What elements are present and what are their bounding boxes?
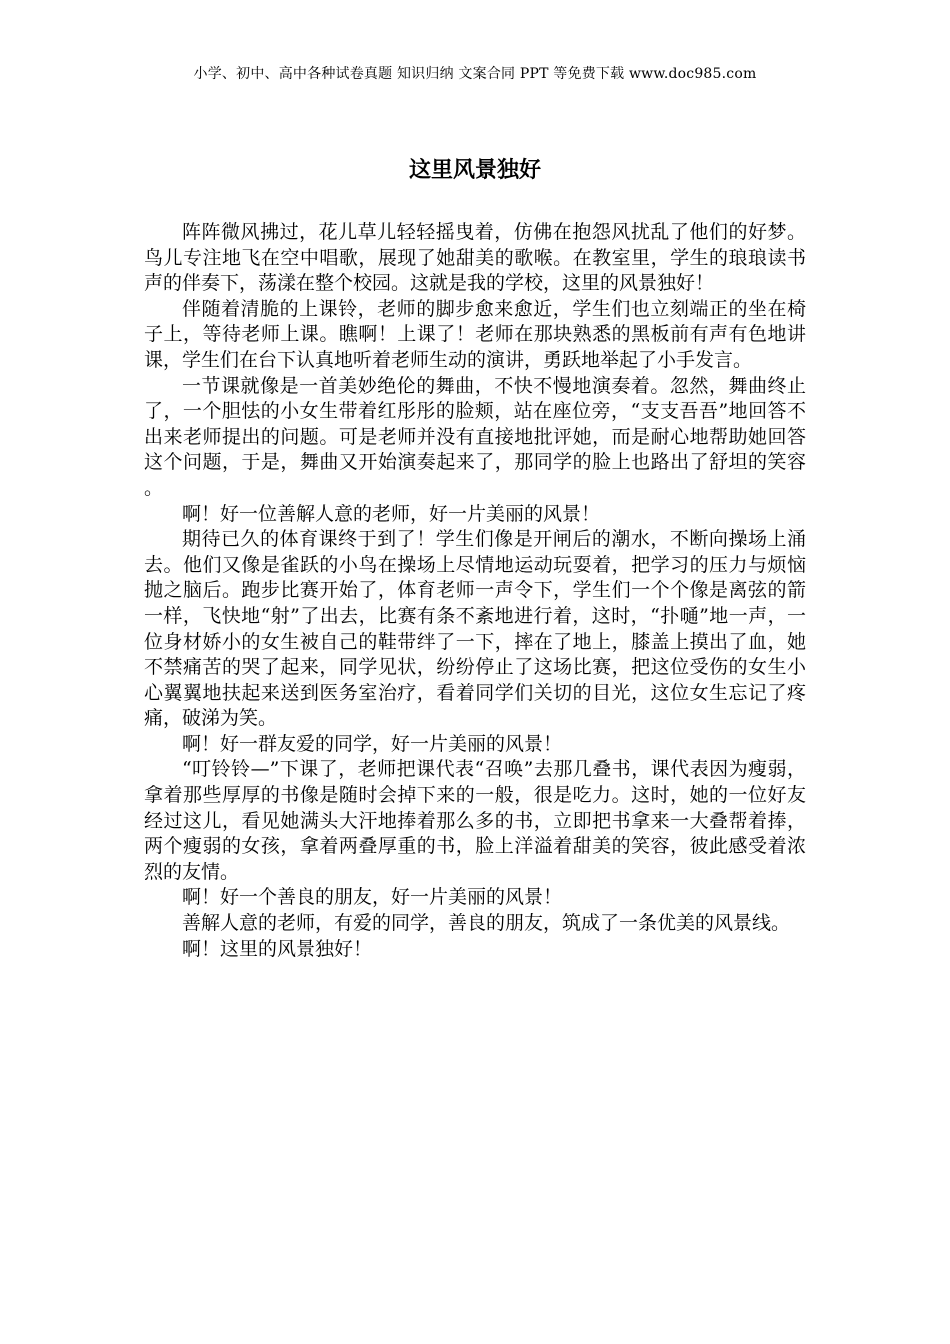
document-title: 这里风景独好	[408, 158, 541, 183]
paragraph-8: 啊！好一个善良的朋友，好一片美丽的风景！	[182, 886, 563, 909]
paragraph-4: 啊！好一位善解人意的老师，好一片美丽的风景！	[182, 502, 601, 525]
paragraph-2: 伴随着清脆的上课铃，老师的脚步愈来愈近，学生们也立刻端正的坐在椅子上，等待老师上课。瞧啊！上课了！老师在那块熟悉的黑板前有声有色地讲课，学生们在台下认真地听着老师生动的演讲，勇跃地举起了小手发言。	[144, 297, 806, 371]
paragraph-6: 啊！好一群友爱的同学，好一片美丽的风景！	[182, 732, 563, 755]
paragraph-7: “叮铃铃—”下课了，老师把课代表“召唤”去那几叠书，课代表因为瘦弱，拿着那些厚厚的书像是随时会掉下来的一般，很是吃力。这时，她的一位好友经过这儿，看见她满头大汗地捧着那么多的书，立即把书拿来一大叠帮着捧，两个瘦弱的女孩，拿着两叠厚重的书，脸上洋溢着甜美的笑容，彼此感受着浓烈的友情。	[144, 758, 806, 883]
page-header: 小学、初中、高中各种试卷真题 知识归纳 文案合同 PPT 等免费下载 www.doc985.com	[193, 66, 757, 82]
document-body	[144, 220, 806, 962]
paragraph-5: 期待已久的体育课终于到了！学生们像是开闸后的潮水，不断向操场上涌去。他们又像是雀跃的小鸟在操场上尽情地运动玩耍着，把学习的压力与烦恼抛之脑后。跑步比赛开始了，体育老师一声令下，学生们一个个像是离弦的箭一样，飞快地“射”了出去，比赛有条不紊地进行着，这时，“扑嗵”地一声，一位身材娇小的女生被自己的鞋带绊了一下，摔在了地上，膝盖上摸出了血，她不禁痛苦的哭了起来，同学见状，纷纷停止了这场比赛，把这位受伤的女生小心翼翼地扶起来送到医务室治疗，看着同学们关切的目光，这位女生忘记了疼痛，破涕为笑。	[144, 528, 806, 730]
paragraph-10: 啊！这里的风景独好！	[182, 937, 373, 960]
paragraph-1: 阵阵微风拂过，花儿草儿轻轻摇曳着，仿佛在抱怨风扰乱了他们的好梦。鸟儿专注地飞在空中唱歌，展现了她甜美的歌喉。在教室里，学生的琅琅读书声的伴奏下，荡漾在整个校园。这就是我的学校，这里的风景独好！	[144, 221, 806, 295]
paragraph-9: 善解人意的老师，有爱的同学，善良的朋友，筑成了一条优美的风景线。	[182, 912, 791, 935]
paragraph-3: 一节课就像是一首美妙绝伦的舞曲，不快不慢地演奏着。忽然，舞曲终止了，一个胆怯的小女生带着红彤彤的脸颊，站在座位旁，“支支吾吾”地回答不出来老师提出的问题。可是老师并没有直接地批评她，而是耐心地帮助她回答这个问题，于是，舞曲又开始演奏起来了，那同学的脸上也路出了舒坦的笑容。	[144, 374, 806, 499]
